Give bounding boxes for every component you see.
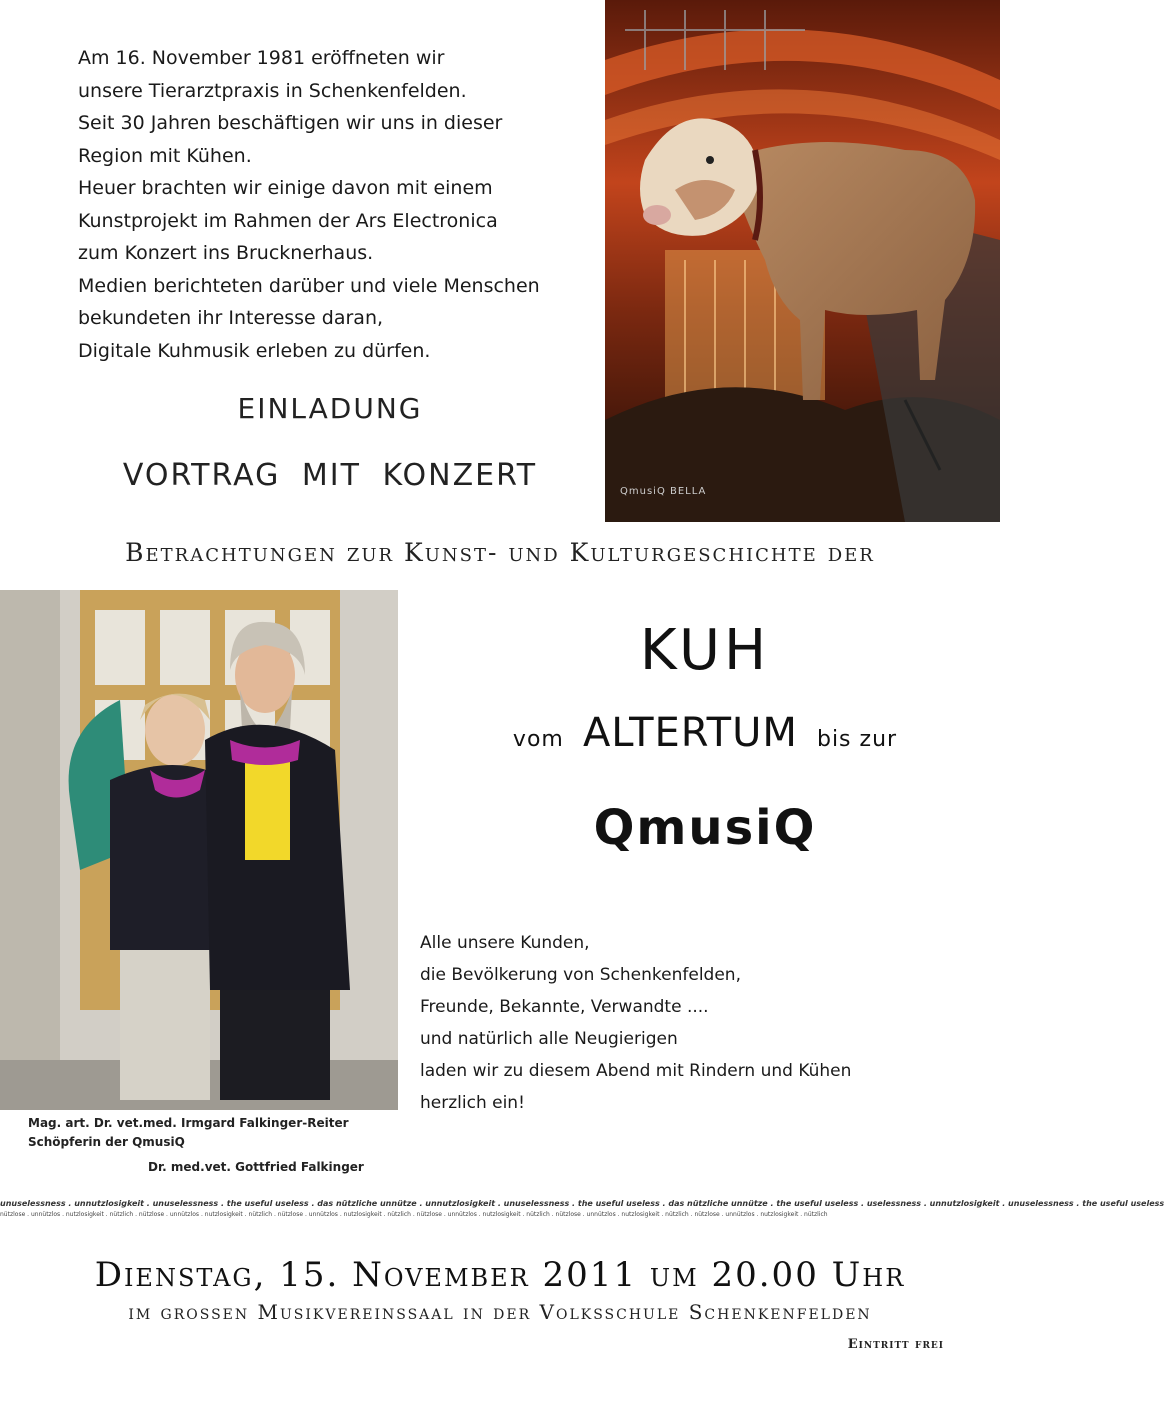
title-altertum: ALTERTUM <box>582 710 798 756</box>
intro-line: Seit 30 Jahren beschäftigen wir uns in dieser <box>78 112 503 134</box>
guests-line: laden wir zu diesem Abend mit Rindern und Kühen <box>420 1061 852 1081</box>
photo-caption-person1: Mag. art. Dr. vet.med. Irmgard Falkinger-Reiter <box>28 1116 349 1130</box>
intro-paragraph <box>78 42 598 367</box>
people-photo <box>0 590 398 1110</box>
photo-caption-person2: Dr. med.vet. Gottfried Falkinger <box>148 1160 364 1174</box>
lecture-heading: Betrachtungen zur Kunst- und Kulturgeschichte der <box>125 538 875 567</box>
intro-line: Region mit Kühen. <box>78 144 252 167</box>
guests-line: Freunde, Bekannte, Verwandte .... <box>420 997 709 1017</box>
guests-line: und natürlich alle Neugierigen <box>420 1029 678 1049</box>
event-venue: im grossen Musikvereinssaal in der Volksschule Schenkenfelden <box>128 1300 872 1324</box>
guests-line: Alle unsere Kunden, <box>420 933 590 953</box>
intro-line: Digitale Kuhmusik erleben zu dürfen. <box>78 339 431 362</box>
title-vom: vom <box>512 727 564 752</box>
guests-line: herzlich ein! <box>420 1093 525 1113</box>
intro-line: Heuer brachten wir einige davon mit einem <box>78 177 493 199</box>
intro-line: Am 16. November 1981 eröffneten wir <box>78 47 445 69</box>
invitation-heading: EINLADUNG <box>237 392 423 425</box>
tagline-strip <box>0 1198 1164 1228</box>
photo-caption-person1-role: Schöpferin der QmusiQ <box>28 1135 185 1149</box>
title-bis-zur: bis zur <box>816 727 898 752</box>
guests-paragraph <box>420 927 980 1119</box>
intro-line: Kunstprojekt im Rahmen der Ars Electronica <box>78 209 498 232</box>
intro-line: unsere Tierarztpraxis in Schenkenfelden. <box>78 79 467 102</box>
tagline-line: nützlose . unnützlos . nutzlosigkeit . nützlich . nützlose . unnützlos . nutzlosigkeit . nützlich . nützlose . unnützlos . nutzlosigkeit . nützlich . nützlose . unnützlos . nutzlosigkeit . nützlich . nützlose . unnützlos . nutzlosigkeit . nützlich . nützlose . unnützlos . nutzlosigkeit . nützlich <box>0 1211 828 1218</box>
cow-image-credit: QmusiQ BELLA <box>620 486 707 497</box>
entry-note: Eintritt frei <box>847 1337 944 1352</box>
guests-line: die Bevölkerung von Schenkenfelden, <box>420 965 741 985</box>
event-type: VORTRAG MIT KONZERT <box>122 458 538 493</box>
title-qmusiq: QmusiQ <box>593 800 817 856</box>
event-date: Dienstag, 15. November 2011 um 20.00 Uhr <box>94 1255 906 1295</box>
intro-line: zum Konzert ins Brucknerhaus. <box>78 242 374 264</box>
intro-line: bekundeten ihr Interesse daran, <box>78 307 384 329</box>
title-kuh: KUH <box>639 618 771 683</box>
intro-line: Medien berichteten darüber und viele Menschen <box>78 274 540 297</box>
cow-collage-image <box>605 0 1000 522</box>
title-subline <box>415 710 995 756</box>
tagline-line: unuselessness . unnutzlosigkeit . unuselessness . the useful useless . das nützliche unnütze . unnutzlosigkeit . unuselessness . the useful useless . das nützliche unnütze . the useful useless . uselessness . unnutzlosigkeit . unuselessness . the useful useless <box>0 1199 1164 1208</box>
